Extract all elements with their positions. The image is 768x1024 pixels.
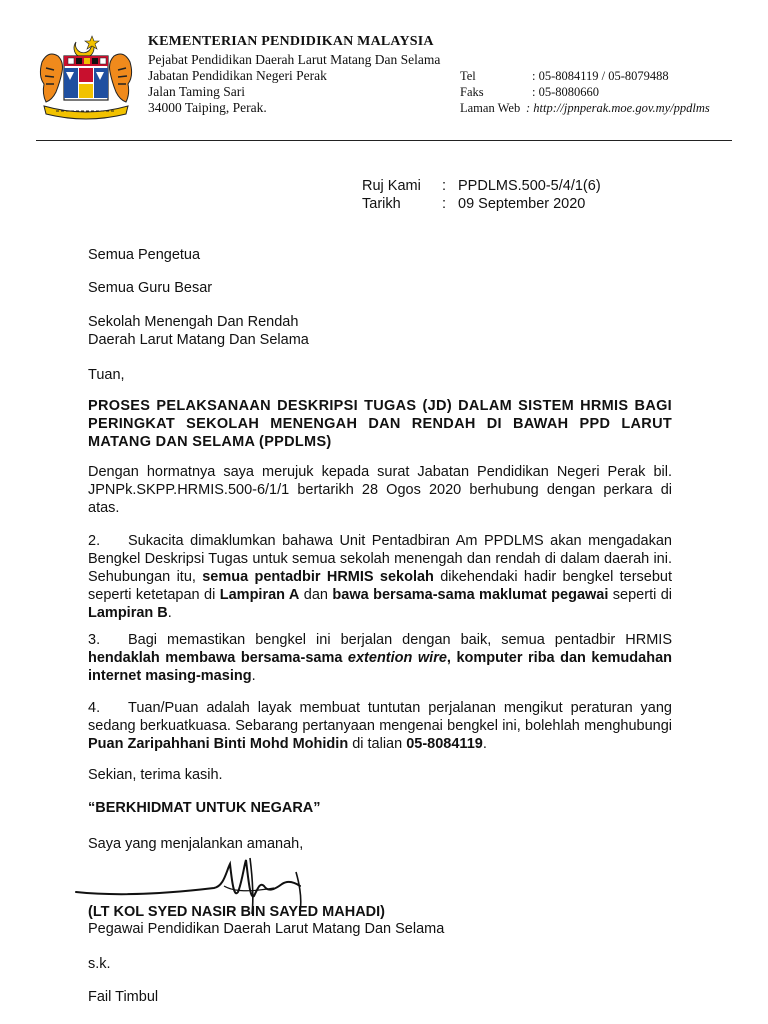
- paragraph-4: [88, 699, 672, 753]
- recipient-line: Sekolah Menengah Dan Rendah: [88, 314, 299, 330]
- malaysia-coat-of-arms-icon: [36, 32, 136, 122]
- text-run: dan: [299, 587, 333, 603]
- paragraph-number: 2.: [88, 533, 101, 549]
- address-line: Pejabat Pendidikan Daerah Larut Matang Dan Selama: [148, 52, 441, 67]
- trust-line: Saya yang menjalankan amanah,: [88, 836, 304, 852]
- ruj-value: PPDLMS.500-5/4/1(6): [458, 178, 601, 194]
- letter-subject: PROSES PELAKSANAAN DESKRIPSI TUGAS (JD) DALAM SISTEM HRMIS BAGI PERINGKAT SEKOLAH MENENGAH DAN RENDAH DI BAWAH PPD LARUT MATANG DAN SELAMA (PPDLMS): [88, 398, 672, 450]
- tarikh-value: 09 September 2020: [458, 196, 586, 212]
- bold-run: , komputer riba dan kemudahan internet masing-masing: [88, 650, 672, 684]
- web-row: [460, 100, 710, 116]
- web-label: Laman Web: [460, 101, 521, 115]
- colon: :: [442, 178, 447, 194]
- text-run: .: [251, 668, 256, 684]
- bold-run: semua pentadbir HRMIS sekolah: [202, 569, 434, 585]
- web-value[interactable]: : http://jpnperak.moe.gov.my/ppdlms: [526, 101, 710, 115]
- address-line: Jalan Taming Sari: [148, 84, 246, 99]
- tarikh-label: Tarikh: [362, 196, 401, 212]
- bold-run: bawa bersama-sama maklumat pegawai: [332, 587, 609, 603]
- paragraph-number: 3.: [88, 632, 101, 648]
- faks-value: : 05-8080660: [532, 85, 600, 99]
- ruj-label: Ruj Kami: [362, 178, 421, 194]
- ruj-row: [362, 177, 601, 195]
- text-run: Sukacita dimaklumkan bahawa Unit Pentadbiran Am PPDLMS akan mengadakan Bengkel Deskripsi Tugas untuk semua sekolah menengah dan rendah di dalam daerah ini. Sehubungan itu,: [88, 533, 672, 585]
- file-label: Fail Timbul: [88, 989, 159, 1005]
- bold-run: hendaklah membawa bersama-sama: [88, 650, 348, 666]
- contact-block: [460, 68, 710, 116]
- salutation: Tuan,: [88, 367, 125, 383]
- text-run: dikehendaki hadir bengkel tersebut seperti ketetapan di: [88, 569, 672, 603]
- ministry-name: KEMENTERIAN PENDIDIKAN MALAYSIA: [148, 34, 434, 49]
- text-run: seperti di: [608, 587, 673, 603]
- text-run: Bagi memastikan bengkel ini berjalan dengan baik, semua pentadbir HRMIS: [128, 632, 672, 648]
- bold-run: Lampiran A: [219, 587, 300, 603]
- recipient-line: Semua Guru Besar: [88, 280, 213, 296]
- office-address: [148, 52, 440, 116]
- letterhead-divider: [36, 140, 732, 141]
- bold-run: 05-8084119: [406, 736, 483, 752]
- text-run: .: [167, 605, 172, 621]
- closing-line: Sekian, terima kasih.: [88, 767, 223, 783]
- reference-block: [362, 177, 601, 213]
- recipient-line: Semua Pengetua: [88, 247, 201, 263]
- paragraph-number: 4.: [88, 700, 101, 716]
- paragraph-1: Dengan hormatnya saya merujuk kepada surat Jabatan Pendidikan Negeri Perak bil. JPNPk.SKPP.HRMIS.500-6/1/1 bertarikh 28 Ogos 2020 berhubung dengan perkara di atas.: [88, 464, 672, 516]
- address-line: Jabatan Pendidikan Negeri Perak: [148, 68, 327, 83]
- signatory-title: Pegawai Pendidikan Daerah Larut Matang Dan Selama: [88, 921, 445, 937]
- colon: :: [442, 196, 447, 212]
- address-line: 34000 Taiping, Perak.: [148, 100, 267, 115]
- bold-run: Lampiran B: [88, 605, 168, 621]
- copy-label: s.k.: [88, 956, 111, 972]
- tel-label: Tel: [460, 69, 476, 83]
- faks-label: Faks: [460, 85, 484, 99]
- text-run: Tuan/Puan adalah layak membuat tuntutan perjalanan mengikut peraturan yang sedang berkuatkuasa. Sebarang pertanyaan mengenai bengkel ini, bolehlah menghubungi: [88, 700, 672, 734]
- paragraph-2: [88, 532, 672, 622]
- signatory-name: (LT KOL SYED NASIR BIN SAYED MAHADI): [88, 904, 386, 920]
- text-run: di talian: [348, 736, 407, 752]
- recipient-line: Daerah Larut Matang Dan Selama: [88, 332, 309, 348]
- faks-row: [460, 84, 710, 100]
- motto: “BERKHIDMAT UNTUK NEGARA”: [88, 800, 321, 816]
- tel-value: : 05-8084119 / 05-8079488: [532, 69, 669, 83]
- text-run: .: [482, 736, 487, 752]
- tarikh-row: [362, 195, 601, 213]
- bold-run: Puan Zaripahhani Binti Mohd Mohidin: [88, 736, 349, 752]
- bold-italic-run: extention wire: [347, 650, 447, 666]
- recipient-school: [88, 313, 672, 349]
- paragraph-3: [88, 631, 672, 685]
- tel-row: [460, 68, 710, 84]
